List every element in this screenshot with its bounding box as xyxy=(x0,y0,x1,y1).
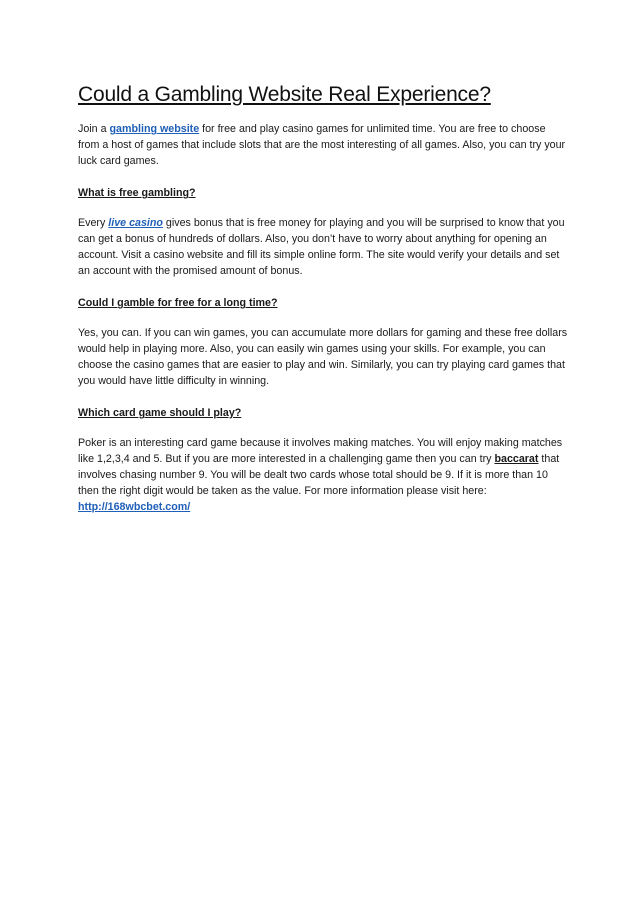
card-game-paragraph xyxy=(78,435,568,515)
heading-card-game: Which card game should I play? xyxy=(78,407,242,420)
gamble-long-time-paragraph: Yes, you can. If you can win games, you can accumulate more dollars for gaming and these free dollars would help in playing more. Also, you can easily win games using your skills. For example, you can choose the casino games that are easier to play and win. Similarly, you can try playing card games that you would have little difficulty in winning. xyxy=(78,327,568,388)
free-gambling-paragraph xyxy=(78,215,568,279)
document-page xyxy=(78,82,568,531)
free-gambling-text-after: gives bonus that is free money for playing and you will be surprised to know that you can get a bonus of hundreds of dollars. Also, you don’t have to worry about anything for opening an account. Visit a casino website and fill its simple online form. The site would verify your details and set an account with the promised amount of bonus. xyxy=(78,217,565,278)
heading-gamble-long-time: Could I gamble for free for a long time? xyxy=(78,297,278,310)
heading-free-gambling: What is free gambling? xyxy=(78,187,196,200)
website-url-link[interactable]: http://168wbcbet.com/ xyxy=(78,501,191,514)
card-game-text-middle: that involves chasing number 9. You will be dealt two cards whose total should be 9. If it is more than 10 then the right digit would be taken as the value. For more information please visit here: xyxy=(78,453,560,498)
gambling-website-link[interactable]: gambling website xyxy=(109,123,200,136)
intro-text-before: Join a xyxy=(78,123,110,136)
baccarat-term: baccarat xyxy=(494,453,539,466)
intro-text-after: for free and play casino games for unlimited time. You are free to choose from a host of games that include slots that are the most interesting of all games. Also, you can try your luck card games. xyxy=(78,123,566,168)
free-gambling-text-before: Every xyxy=(78,217,109,230)
live-casino-link[interactable]: live casino xyxy=(108,217,163,230)
document-title: Could a Gambling Website Real Experience? xyxy=(78,83,491,106)
card-game-text-before: Poker is an interesting card game because it involves making matches. You will enjoy making matches like 1,2,3,4 and 5. But if you are more interested in a challenging game then you can try xyxy=(78,437,563,466)
intro-paragraph xyxy=(78,121,568,169)
